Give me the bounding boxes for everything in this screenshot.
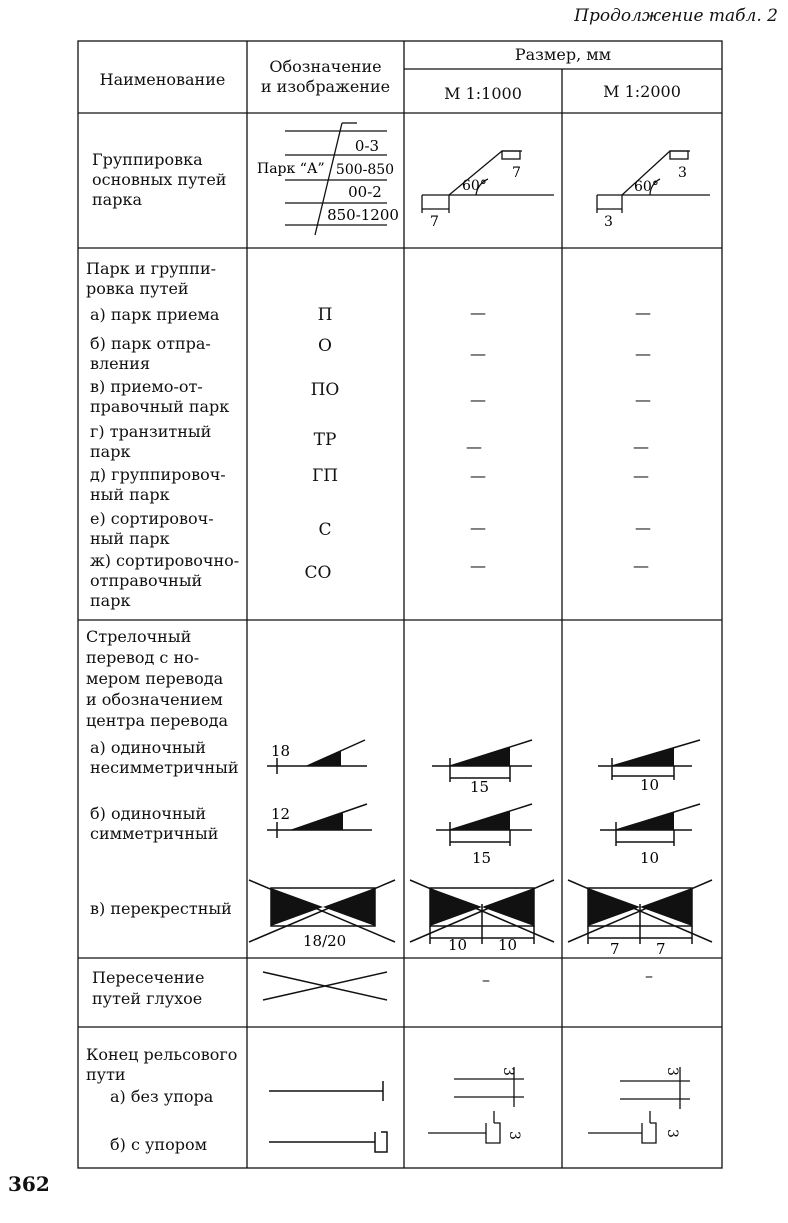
crossing-size-1000: – <box>482 970 490 989</box>
park-item-size-1000: — <box>470 466 486 485</box>
grouping-dim-2000 <box>562 113 722 248</box>
park-item-label-cont: парк <box>90 591 131 610</box>
grouping-dim-1000 <box>404 113 562 248</box>
track-label-00-2: 00-2 <box>348 183 382 201</box>
switch-number-a: 18 <box>271 742 291 760</box>
dim-label: 10 <box>448 936 468 954</box>
cross-wedge <box>588 888 640 926</box>
row4-name-line2: путей глухое <box>92 989 203 1008</box>
switch-dims-1000 <box>404 620 562 958</box>
switch-a-label-line2: несимметричный <box>90 758 239 777</box>
dim-label: 15 <box>472 849 492 867</box>
park-item-size-1000: — <box>470 518 486 537</box>
park-item-label-cont: вления <box>90 354 151 373</box>
angle-label: 60° <box>634 179 659 195</box>
switch-a-label-line1: а) одиночный <box>90 738 206 757</box>
cross-wedge-left <box>271 888 323 926</box>
row3-title-line4: и обозначением <box>86 690 223 709</box>
dim-label: 3 <box>500 1067 516 1076</box>
row5-title-line2: пути <box>86 1065 126 1084</box>
track-end-symbols <box>247 1027 404 1168</box>
dim-label: 3 <box>678 165 687 181</box>
angle-label: 60° <box>462 178 487 194</box>
dim-label: 7 <box>512 165 521 181</box>
cross-wedge-right <box>323 888 375 926</box>
row2-title-line2: ровка путей <box>86 279 189 298</box>
park-item-label: г) транзитный <box>90 422 212 441</box>
header-designation-line1: Обозначение <box>269 57 382 76</box>
track-label-850-1200: 850-1200 <box>327 206 399 224</box>
park-item-label: в) приемо-от- <box>90 377 203 396</box>
park-item-size-1000: — <box>470 556 486 575</box>
switch-c-label: в) перекрестный <box>90 899 232 918</box>
dim-label: 15 <box>470 778 490 796</box>
park-item-size-2000: — <box>633 556 649 575</box>
park-item-code: ПО <box>310 380 340 400</box>
row4-name-line1: Пересечение <box>92 968 205 987</box>
park-item-code: ТР <box>313 430 337 450</box>
dim-label: 10 <box>640 849 660 867</box>
dim-label: 3 <box>506 1131 522 1140</box>
park-item-label-cont: ный парк <box>90 485 170 504</box>
switch-symbols <box>247 620 404 958</box>
park-item-size-1000: — <box>470 344 486 363</box>
track-end-dims-1000 <box>404 1027 562 1168</box>
dim-label: 3 <box>664 1129 680 1138</box>
track-label-0-3: 0-3 <box>354 137 380 155</box>
row2-title-line1: Парк и группи- <box>86 259 217 278</box>
row1-name-line1: Группировка <box>92 150 203 169</box>
park-grouping-diagram <box>247 113 404 248</box>
park-item-size-1000: — <box>466 437 482 456</box>
park-item-label: е) сортировоч- <box>90 509 214 528</box>
park-item-size-2000: — <box>633 437 649 456</box>
park-item-size-2000: — <box>633 466 649 485</box>
park-item-label-cont: отправочный <box>90 571 203 590</box>
row1-name-line2: основных путей <box>92 170 227 189</box>
header-scale-2000: М 1:2000 <box>603 82 681 101</box>
park-item-size-2000: — <box>635 344 651 363</box>
dim-label: 3 <box>664 1067 680 1076</box>
dim-label: 7 <box>656 940 666 958</box>
track-end-a-label: а) без упора <box>110 1087 214 1106</box>
row3-title-line2: перевод с но- <box>86 648 200 667</box>
header-designation-line2: и изображение <box>260 77 391 96</box>
cross-wedge <box>482 888 534 926</box>
park-item-code: С <box>318 520 332 540</box>
track-end-dims-2000 <box>562 1027 722 1168</box>
row5-title-line1: Конец рельсового <box>86 1045 238 1064</box>
dim-label: 7 <box>430 214 439 230</box>
switch-number-b: 12 <box>271 805 291 823</box>
park-item-label: а) парк приема <box>90 305 220 324</box>
park-item-code: О <box>318 336 332 356</box>
cross-wedge <box>430 888 482 926</box>
dim-label: 10 <box>498 936 518 954</box>
crossing-size-2000: – <box>645 966 653 985</box>
park-item-code: П <box>317 305 333 325</box>
park-item-size-2000: — <box>635 518 651 537</box>
park-item-size-2000: — <box>635 390 651 409</box>
switch-b-label-line2: симметричный <box>90 824 219 843</box>
continuation-caption: Продолжение табл. 2 <box>574 6 778 26</box>
park-item-label-cont: ный парк <box>90 529 170 548</box>
park-item-label: д) группировоч- <box>90 465 226 484</box>
park-item-label-cont: парк <box>90 442 131 461</box>
row1-name-line3: парка <box>92 190 142 209</box>
dim-label: 7 <box>610 940 620 958</box>
cross-wedge <box>640 888 692 926</box>
row3-title-line5: центра перевода <box>86 711 229 730</box>
page-number: 362 <box>8 1172 50 1196</box>
dim-label: 10 <box>640 776 660 794</box>
switch-number-c: 18/20 <box>303 932 347 950</box>
park-item-label: б) парк отпра- <box>90 334 211 353</box>
row3-title-line3: мером перевода <box>86 669 224 688</box>
park-item-size-1000: — <box>470 303 486 322</box>
park-item-code: СО <box>304 563 332 583</box>
park-label: Парк “А” <box>257 161 325 177</box>
blind-crossing-symbol <box>247 958 404 1027</box>
row3-title-line1: Стрелочный <box>86 627 192 646</box>
dim-label: 3 <box>604 214 613 230</box>
track-label-500-850: 500-850 <box>335 162 395 178</box>
park-item-size-2000: — <box>635 303 651 322</box>
park-item-code: ГП <box>311 466 339 486</box>
header-size: Размер, мм <box>514 45 612 64</box>
switch-dims-2000 <box>562 620 722 958</box>
header-name: Наименование <box>99 70 226 89</box>
switch-b-label-line1: б) одиночный <box>90 804 207 823</box>
header-scale-1000: М 1:1000 <box>444 84 522 103</box>
park-item-label-cont: правочный парк <box>90 397 230 416</box>
park-item-size-1000: — <box>470 390 486 409</box>
park-item-label: ж) сортировочно- <box>90 551 240 570</box>
track-end-b-label: б) с упором <box>110 1135 208 1154</box>
